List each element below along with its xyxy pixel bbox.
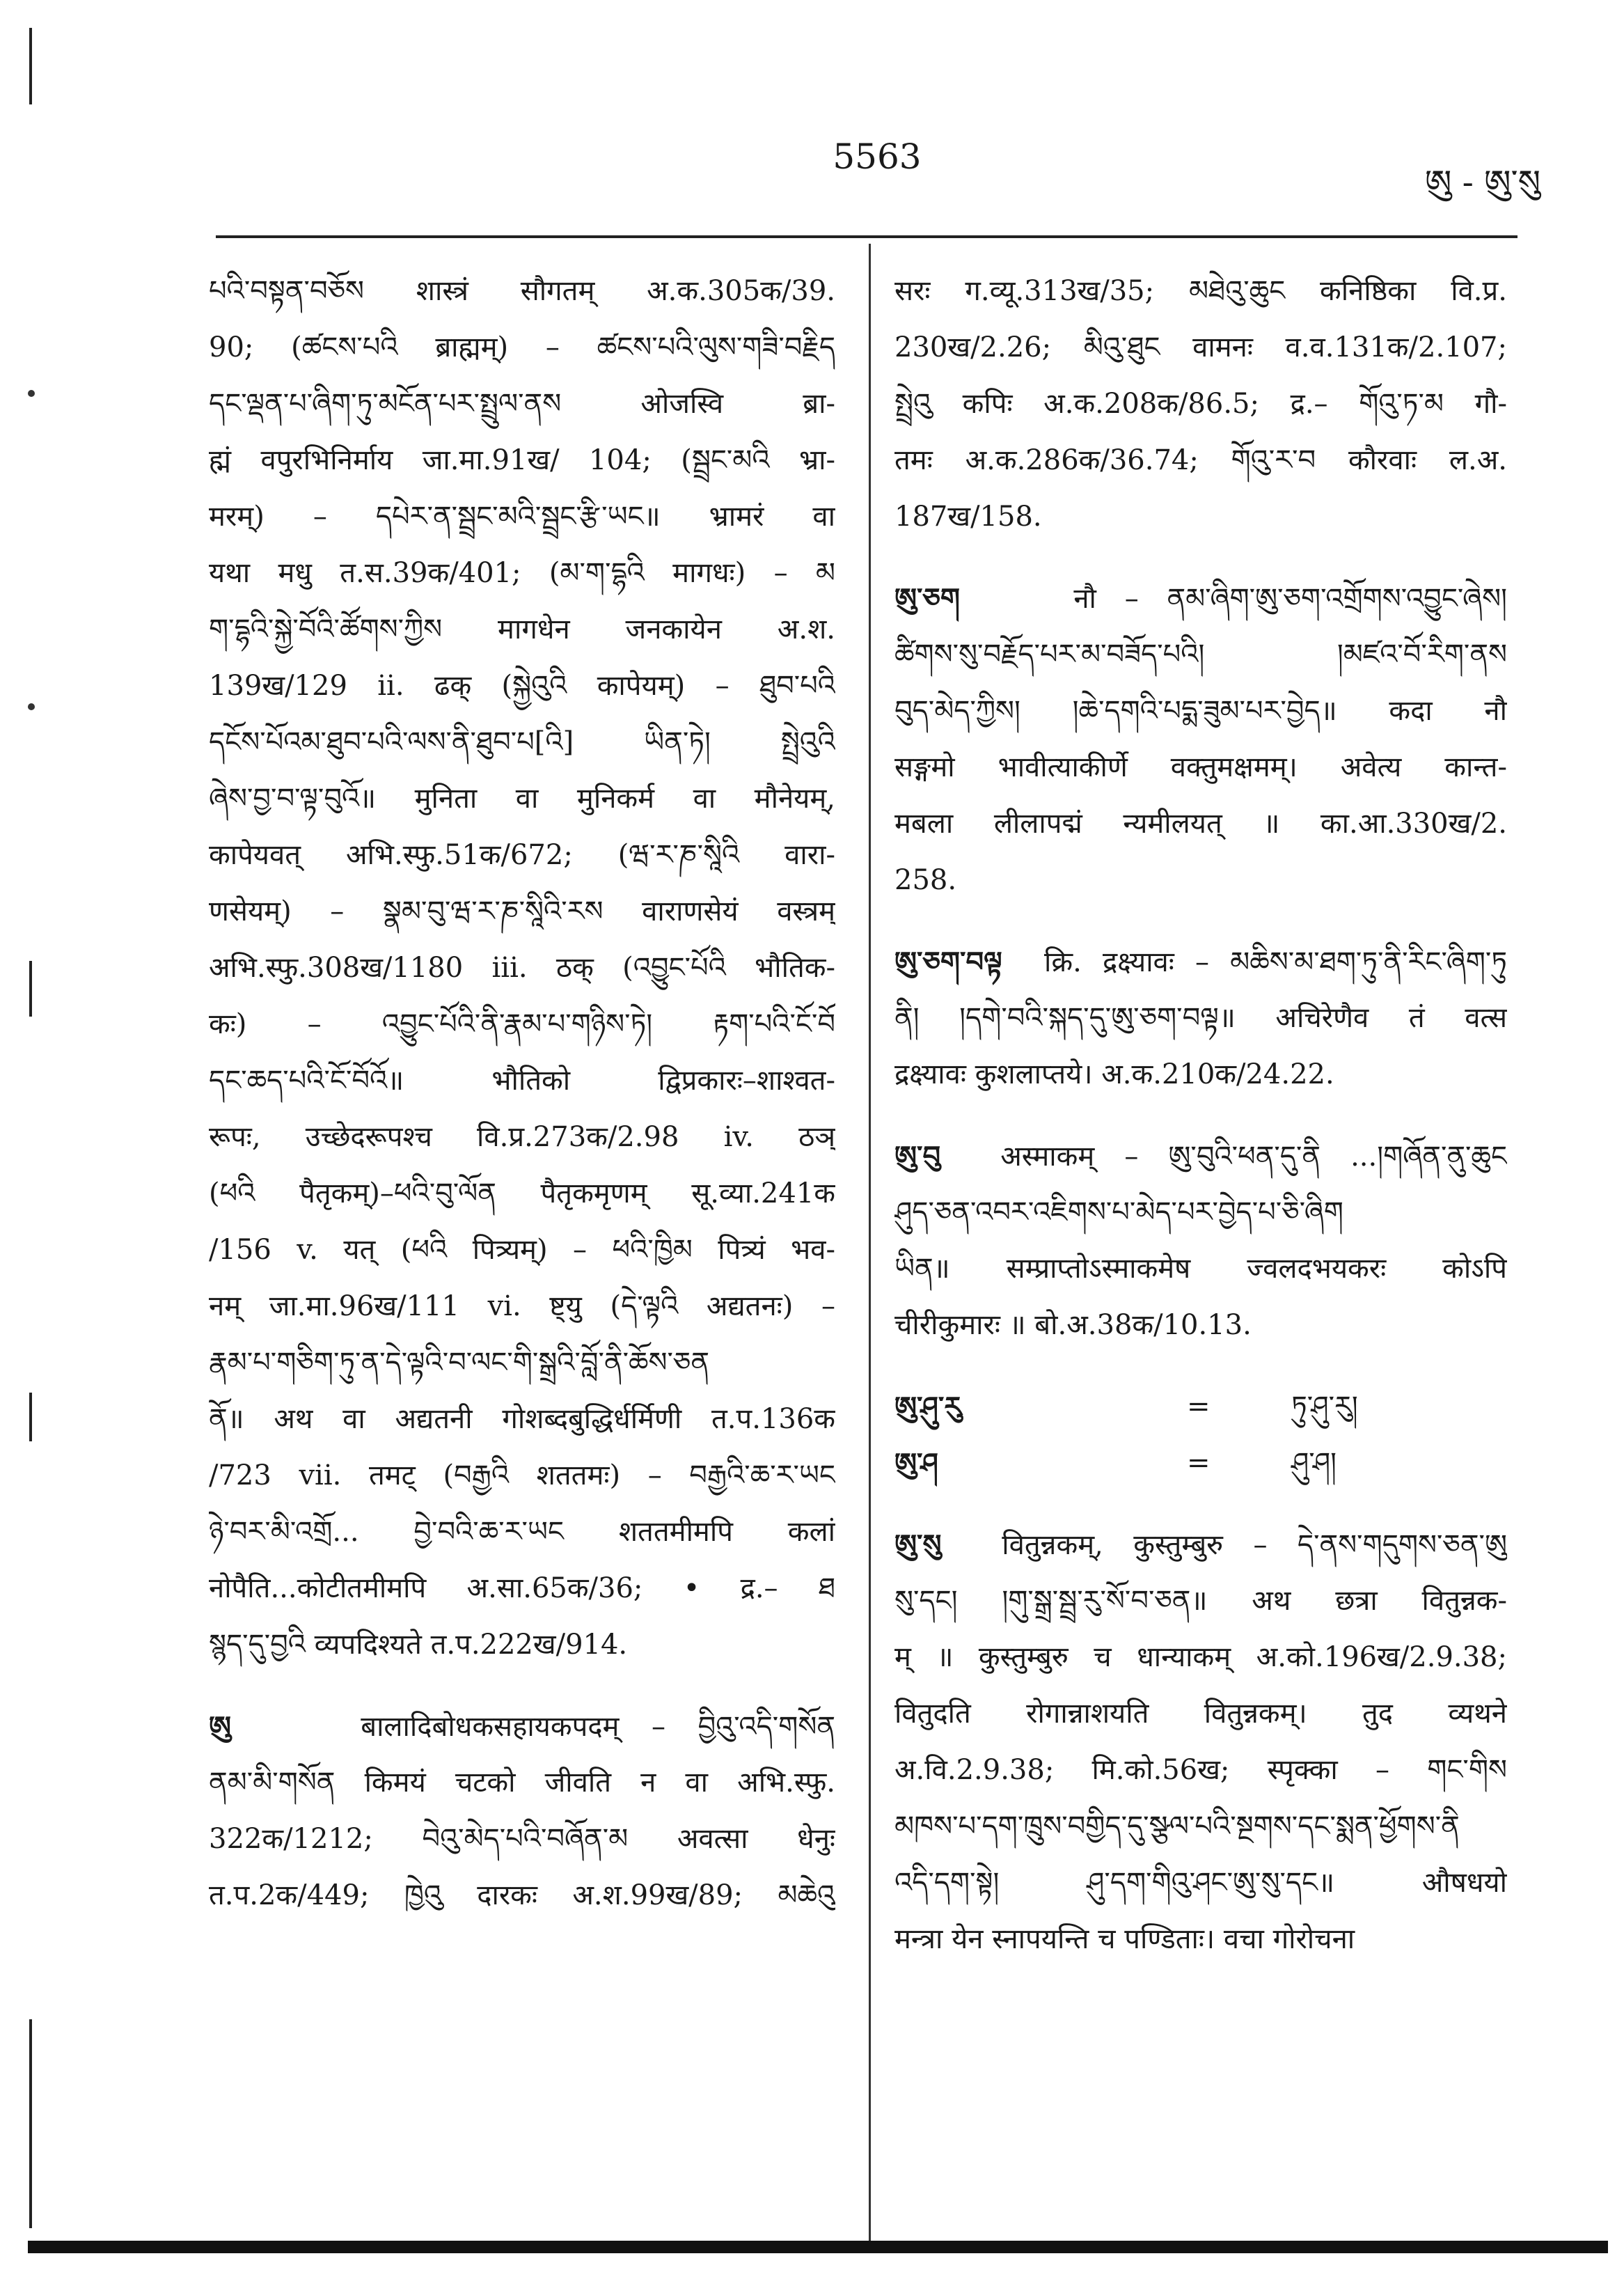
entry-line xyxy=(894,1517,1507,1573)
text-line: ག་དྷའི་སྐྱེ་བོའི་ཚོགས་ཀྱིས मागधेन जनकायेन अ.श. xyxy=(209,613,835,645)
text-line: सरः ग.व्यू.313ख/35; མཐེའུ་ཆུང कनिष्ठिका वि.प्र. xyxy=(894,275,1507,307)
left-margin-mark xyxy=(29,961,32,1017)
text-line: रूपः, उच्छेदरूपश्च वि.प्र.273क/2.98 iv. ठञ् xyxy=(209,1121,835,1153)
text-line: नम् जा.मा.96ख/111 vi. ष्ट्यु (དེ་ལྟའི अद्यतनः) – xyxy=(209,1290,835,1322)
text-line: मबला लीलापद्मं न्यमीलयत् ॥ का.आ.330ख/2. xyxy=(894,808,1507,840)
entry-text: बालादिबोधकसहायकपदम् – བྱིའུ་འདི་གསོན xyxy=(361,1711,835,1743)
text-line: ह्मं वपुरभिनिर्माय जा.मा.91ख/ 104; (སྦྲང་མའི भ्रा- xyxy=(209,444,835,476)
entry-line xyxy=(894,1128,1507,1184)
left-margin-mark xyxy=(29,2019,32,2228)
text-line: ཉེ་བར་མི་འགྲོ... བྱེ་བའི་ཆ་ར་ཡང शततमीमपि कलां xyxy=(209,1516,835,1548)
text-line: 322क/1212; བེའུ་མེད་པའི་བཞོན་མ अवत्सा धेनुः xyxy=(209,1823,835,1855)
left-column xyxy=(209,263,835,2262)
text-line: /723 vii. तमट् (བརྒྱའི शततमः) – བརྒྱའི་ཆ་ར་ཡང xyxy=(209,1459,835,1491)
left-margin-mark xyxy=(29,1393,32,1441)
text-line: བུད་མེད་ཀྱིས། །ཆེ་དགའི་པདྨ་ཟུམ་པར་བྱེད॥ कदा नौ xyxy=(894,695,1507,727)
text-line: त.प.2क/449; ཁྱེའུ दारकः अ.श.99ख/89; མཆེའུ xyxy=(209,1879,835,1911)
text-line: 139ख/129 ii. ढक् (སྐྱེའུའི कापेयम्) – ཐུབ་པའི xyxy=(209,670,835,702)
text-line: དང་ལྡན་པ་ཞིག་ཏུ་མངོན་པར་སྤྲུལ་ནས ओजस्वि ब्रा- xyxy=(209,388,835,420)
text-line: (ཕའི पैतृकम्)–ཕའི་བུ་ལོན पैतृकमृणम् सू.व्या.241क xyxy=(209,1177,835,1209)
text-line: རྣམ་པ་གཅིག་ཏུ་ན་དེ་ལྟའི་བ་ལང་གི་སྒྲའི་བློ་ནི་ཆོས་ཅན xyxy=(209,1347,709,1379)
text-line: 187ख/158. xyxy=(894,501,1042,533)
entry-text: वितुन्नकम्, कुस्तुम्बुरु – དེ་ནས་གདུགས་ཅན་ཨུ xyxy=(1002,1529,1507,1561)
text-line: द्रक्ष्यावः कुशलाप्तये। अ.क.210क/24.22. xyxy=(894,1058,1334,1090)
entry-line xyxy=(209,1698,835,1755)
text-line: དངོས་པོའམ་ཐུབ་པའི་ལས་ནི་ཐུབ་པ[འི] ཡིན་ཏེ། སྤྲེའུའི xyxy=(209,726,835,758)
text-line: यथा मधु त.स.39क/401; (མ་ག་དྷའི मागधः) – མ xyxy=(209,557,835,589)
text-line: ཤུད་ཅན་འབར་འཇིགས་པ་མེད་པར་བྱེད་པ་ཅི་ཞིག xyxy=(894,1196,1343,1228)
text-line: སྙད་དུ་བྱའི व्यपदिश्यते त.प.222ख/914. xyxy=(209,1629,628,1661)
text-line: कापेयवत् अभि.स्फु.51क/672; (ཝ་ར་ཎ་སཱིའི वारा- xyxy=(209,839,835,871)
text-line: ནི། །དགེ་བའི་སྐད་དུ་ཨུ་ཅག་བལྟ॥ अचिरेणैव तं वत्स xyxy=(894,1002,1507,1034)
text-line: ཞེས་བྱ་བ་ལྟ་བུའོ॥ मुनिता वा मुनिकर्म वा मौनेयम्, xyxy=(209,783,835,815)
page-number: 5563 xyxy=(833,136,922,177)
left-margin-mark xyxy=(29,28,32,104)
cross-reference xyxy=(894,1379,1507,1435)
text-line: /156 v. यत् (ཕའི पित्र्यम्) – ཕའི་ཁྱིམ पित्र्यं भव- xyxy=(209,1234,835,1266)
text-line: कः) – འབྱུང་པོའི་ནི་རྣམ་པ་གཉིས་ཏེ། རྟག་པའི་ངོ་བོ xyxy=(209,1008,835,1040)
text-line: སུ་དང། །གུ་སྒྲ་སྦྲ་རུ་སོ་བ་ཅན॥ अथ छत्रा वितुन्नक- xyxy=(894,1585,1507,1617)
text-line: 90; (ཚངས་པའི ब्राह्मम्) – ཚངས་པའི་ལུས་གཟི་བརྗིད xyxy=(209,331,835,363)
text-line: अ.वि.2.9.38; मि.को.56ख; स्पृक्का – གང་གིས xyxy=(894,1754,1507,1786)
text-line: པའི་བསྟན་བཅོས शास्त्रं सौगतम् अ.क.305क/39. xyxy=(209,275,835,307)
entry-text: क्रि. द्रक्ष्यावः – མཆིས་མ་ཐག་ཏུ་ནི་རིང་ཞིག་ཏུ xyxy=(1044,946,1507,978)
text-line: म् ॥ कुस्तुम्बुरु च धान्याकम् अ.को.196ख/2.9.38; xyxy=(894,1641,1507,1673)
text-line: वितुदति रोगान्नाशयति वितुन्नकम्। तुद व्यथने xyxy=(894,1698,1507,1730)
column-divider xyxy=(869,244,871,2249)
cross-reference xyxy=(894,1435,1507,1491)
text-line: ཡིན॥ सम्प्राप्तोऽस्माकमेष ज्वलदभयकरः कोऽपि xyxy=(894,1253,1507,1285)
entry-headword: ཨུ་སུ xyxy=(894,1528,942,1561)
text-line: དང་ཆད་པའི་ངོ་བོའོ॥ भौतिको द्विप्रकारः–शाश्वत- xyxy=(209,1065,835,1097)
equals-sign: = xyxy=(1187,1391,1211,1423)
text-line: ནམ་མི་གསོན किमयं चटको जीवति न वा अभि.स्फु. xyxy=(209,1767,835,1799)
text-line: नोपैति...कोटीतमीमपि अ.सा.65क/36; • द्र.– ཐ xyxy=(209,1572,835,1604)
cross-reference-term: ཨུ་ཤུ་རུ xyxy=(894,1391,962,1423)
cross-reference-target: ཤུ་ཤ། xyxy=(1291,1447,1337,1479)
entry-text: नौ – ནམ་ཞིག་ཨུ་ཅག་འགྲོགས་འབྱུང་ཞེས། xyxy=(1073,583,1507,615)
running-head: ཨུ - ཨུ་སུ xyxy=(1424,163,1540,202)
entry-headword: ཨུ་ཅག xyxy=(894,582,961,615)
text-line: अभि.स्फु.308ख/1180 iii. ठक् (འབྱུང་པོའི भौतिक- xyxy=(209,952,835,984)
scan-bottom-edge xyxy=(28,2241,1608,2253)
equals-sign: = xyxy=(1187,1447,1211,1479)
text-line: 230ख/2.26; མིའུ་ཐུང वामनः व.व.131क/2.107; xyxy=(894,331,1507,363)
entry-headword: ཨུ xyxy=(209,1710,232,1743)
scan-dot xyxy=(28,703,35,710)
entry-headword: ཨུ་བུ xyxy=(894,1140,941,1173)
entry-text: अस्माकम् – ཨུ་བུའི་ཕན་དུ་ནི ...།གཞོན་ནུ་ཆུང xyxy=(1000,1141,1507,1173)
text-line: 258. xyxy=(894,864,957,896)
text-line: सङ्गमो भावीत्याकीर्णे वक्तुमक्षमम्। अवेत्य कान्त- xyxy=(894,751,1507,783)
entry-line xyxy=(894,934,1507,990)
header-rule xyxy=(216,235,1517,238)
text-line: मरम्) – དཔེར་ན་སྦྲང་མའི་སྦྲང་རྩི་ཡང॥ भ्रामरं वा xyxy=(209,501,835,533)
text-line: ནོ॥ अथ वा अद्यतनी गोशब्दबुद्धिर्धर्मिणी त.प.136क xyxy=(209,1403,835,1435)
text-line: འདི་དག་སྟེ། ཤུ་དག་གིའུ་ཤང་ཨུ་སུ་དང॥ औषधयो xyxy=(894,1867,1507,1899)
entry-line xyxy=(894,570,1507,627)
text-line: तमः अ.क.286क/36.74; གོའུ་ར་བ कौरवाः ल.अ. xyxy=(894,444,1507,476)
right-column xyxy=(894,263,1507,2262)
text-line: चीरीकुमारः ॥ बो.अ.38क/10.13. xyxy=(894,1309,1252,1341)
cross-reference-target: ཏུ་ཤུ་རུ། xyxy=(1291,1391,1358,1423)
entry-headword: ཨུ་ཅག་བལྟ xyxy=(894,946,1002,978)
cross-reference-term: ཨུ་ཤ xyxy=(894,1447,938,1480)
text-line: ཚིགས་སུ་བརྗོད་པར་མ་བཟོད་པའི། །མཛའ་བོ་རིག་ནས xyxy=(894,639,1507,671)
text-line: མཁས་པ་དག་ཁྲུས་བགྱིད་དུ་སྩལ་པའི་སྔགས་དང་སྨན་ཕྱོགས་ནི xyxy=(894,1810,1460,1842)
scan-dot xyxy=(28,390,35,397)
text-line: णसेयम्) – སྣམ་བུ་ཝ་ར་ཎ་སཱིའི་རས वाराणसेयं वस्त्रम् xyxy=(209,895,835,927)
text-line: སྤྲེའུ कपिः अ.क.208क/86.5; द्र.– གོའུ་ཏ་མ गौ- xyxy=(894,388,1507,420)
text-line: मन्त्रा येन स्नापयन्ति च पण्डिताः। वचा गोरोचना xyxy=(894,1923,1355,1955)
